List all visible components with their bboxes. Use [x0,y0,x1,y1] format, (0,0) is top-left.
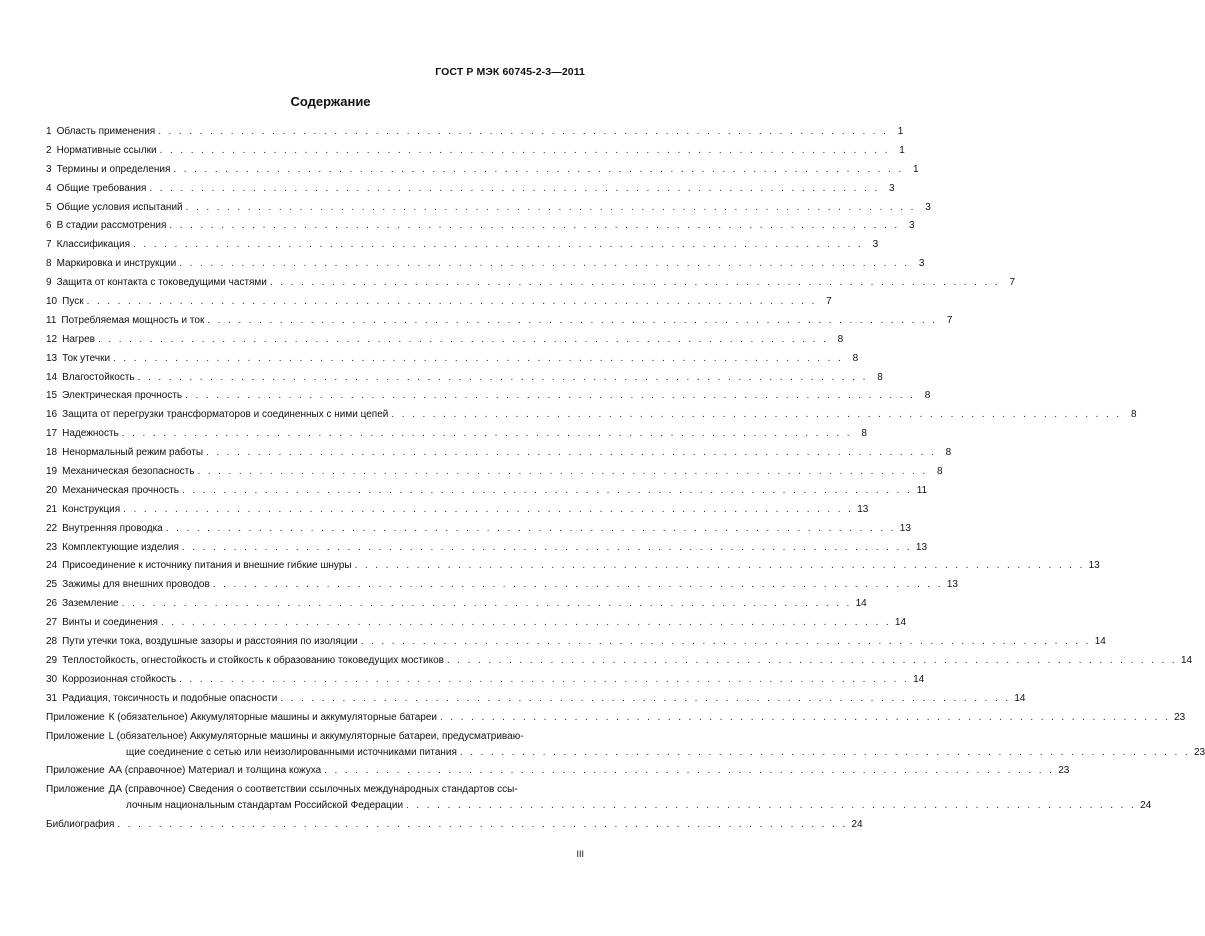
toc-entry-title: Потребляемая мощность и ток [61,314,205,326]
toc-entry-page: 8 [852,352,859,364]
toc-entry-title: Защита от перегрузки трансформаторов и соединенных с ними цепей [62,409,389,421]
toc-entry [46,296,832,308]
toc-entry [46,503,869,516]
annex-l-entry [46,730,1205,759]
toc-entry [46,371,883,384]
toc-entry-page: 14 [1180,654,1193,666]
toc-entry-title: Заземление [62,598,119,610]
toc-entry-number: 11 [46,314,57,326]
toc-entry [46,314,953,327]
toc-entry-title: Винты и соединения [62,617,158,629]
toc-entry-page: 13 [1088,560,1100,572]
toc-entry [46,352,859,365]
dot-leader: . . . . . . . . . . . . . . . . . . . . . . . . . . . . . . . . . . . . . . . . . . . . . . . . . . . . . . . . . . . . . . . . . . . . . . . [185,201,916,213]
toc-entry-page: 1 [897,126,904,137]
page-title: Содержание [290,94,371,109]
toc-entry [46,466,943,478]
toc-entry-page: 8 [945,447,952,459]
dot-leader: . . . . . . . . . . . . . . . . . . . . . . . . . . . . . . . . . . . . . . . . . . . . . . . . . . . . . . . . . . . . . . . . . . . . . . . [446,654,1178,666]
toc-entry-number: 5 [46,201,52,213]
toc-entry-page: 8 [1130,409,1137,421]
toc-entry-number: 25 [46,579,58,591]
toc-entry-number: 20 [46,484,58,496]
toc-entry-page: 13 [857,503,869,515]
dot-leader: . . . . . . . . . . . . . . . . . . . . . . . . . . . . . . . . . . . . . . . . . . . . . . . . . . . . . . . . . . . . . . . . . . . . . . . [179,258,910,270]
annex-prefix: Приложение [46,784,105,796]
toc-entry-number: 14 [46,371,58,383]
toc-entry [46,617,907,629]
toc-entry-page: 13 [946,579,958,591]
toc-entry-number: 18 [46,447,58,459]
toc-entry-page: 1 [913,163,919,175]
toc-entry [46,182,895,195]
toc-entry [46,579,958,591]
toc-entry [46,673,925,686]
toc-entry [46,428,867,440]
annex-page: 23 [1193,746,1205,758]
dot-leader: . . . . . . . . . . . . . . . . . . . . . . . . . . . . . . . . . . . . . . . . . . . . . . . . . . . . . . . . . . . . . . . . . . . . . . . [179,673,910,685]
dot-leader: . . . . . . . . . . . . . . . . . . . . . . . . . . . . . . . . . . . . . . . . . . . . . . . . . . . . . . . . . . . . . . . . . . . . . . . [113,352,844,364]
annex-aa-entry [46,765,1070,777]
dot-leader: . . . . . . . . . . . . . . . . . . . . . . . . . . . . . . . . . . . . . . . . . . . . . . . . . . . . . . . . . . . . . . . . . . . . . . . [440,711,1171,723]
bibliography-entry [46,819,863,831]
annex-da-entry [46,784,1152,812]
toc-entry-page: 3 [872,239,879,251]
dot-leader: . . . . . . . . . . . . . . . . . . . . . . . . . . . . . . . . . . . . . . . . . . . . . . . . . . . . . . . . . . . . . . . . . . . . . . . [406,800,1137,812]
toc-entry-page: 3 [888,182,895,194]
toc-entry-page: 13 [899,522,911,534]
toc-entry-title: Присоединение к источнику питания и внешние гибкие шнуры [62,560,352,572]
dot-leader: . . . . . . . . . . . . . . . . . . . . . . . . . . . . . . . . . . . . . . . . . . . . . . . . . . . . . . . . . . . . . . . . . . . . . . . [354,560,1085,572]
toc-entry-number: 27 [46,617,58,629]
annex-k-entry [46,711,1186,724]
annex-prefix: Приложение [46,730,105,742]
toc-entry [46,144,905,157]
dot-leader: . . . . . . . . . . . . . . . . . . . . . . . . . . . . . . . . . . . . . . . . . . . . . . . . . . . . . . . . . . . . . . . . . . . . . . . [206,447,937,459]
toc-entry-number: 2 [46,144,52,156]
annex-prefix: Приложение [46,711,105,723]
dot-leader: . . . . . . . . . . . . . . . . . . . . . . . . . . . . . . . . . . . . . . . . . . . . . . . . . . . . . . . . . . . . . . . . . . . . . . . [185,390,916,402]
toc-entry [46,522,911,535]
toc-entry [46,163,919,176]
annex-title-line-2: лочным национальным стандартам Российской Федерации [126,800,404,812]
toc-entry-number: 31 [46,692,58,704]
toc-entry-number: 4 [46,182,52,194]
dot-leader: . . . . . . . . . . . . . . . . . . . . . . . . . . . . . . . . . . . . . . . . . . . . . . . . . . . . . . . . . . . . . . . . . . . . . . . [173,163,904,175]
toc-entry-number: 15 [46,390,58,402]
dot-leader: . . . . . . . . . . . . . . . . . . . . . . . . . . . . . . . . . . . . . . . . . . . . . . . . . . . . . . . . . . . . . . . . . . . . . . . [133,239,864,251]
toc-entry [46,541,928,554]
toc-entry-page: 7 [1009,277,1016,289]
toc-entry [46,239,879,251]
dot-leader: . . . . . . . . . . . . . . . . . . . . . . . . . . . . . . . . . . . . . . . . . . . . . . . . . . . . . . . . . . . . . . . . . . . . . . . [360,636,1091,648]
toc-entry-title: Теплостойкость, огнестойкость и стойкость к образованию токоведущих мостиков [62,654,444,666]
toc-entry-title: Зажимы для внешних проводов [62,579,210,591]
annex-page: 24 [1140,800,1152,812]
standard-designation: ГОСТ Р МЭК 60745-2-3—2011 [435,66,585,78]
toc-entry-page: 3 [918,258,925,270]
toc-entry-number: 28 [46,636,58,648]
toc-entry-number: 12 [46,333,58,345]
toc-entry-number: 19 [46,466,58,478]
toc-entry-number: 23 [46,541,58,553]
toc-entry [46,277,1016,289]
toc-entry-number: 17 [46,428,58,440]
toc-entry-number: 22 [46,522,58,534]
toc-entry-page: 13 [915,541,928,553]
toc-entry-number: 30 [46,673,58,685]
dot-leader: . . . . . . . . . . . . . . . . . . . . . . . . . . . . . . . . . . . . . . . . . . . . . . . . . . . . . . . . . . . . . . . . . . . . . . . [459,746,1191,758]
dot-leader: . . . . . . . . . . . . . . . . . . . . . . . . . . . . . . . . . . . . . . . . . . . . . . . . . . . . . . . . . . . . . . . . . . . . . . . [207,314,938,326]
bibliography-page: 24 [851,819,863,831]
dot-leader: . . . . . . . . . . . . . . . . . . . . . . . . . . . . . . . . . . . . . . . . . . . . . . . . . . . . . . . . . . . . . . . . . . . . . . . [391,409,1122,421]
toc-entry-title: Защита от контакта с токоведущими частями [56,277,267,289]
toc-entry-page: 8 [861,428,867,440]
toc-entry-number: 16 [46,409,58,421]
dot-leader: . . . . . . . . . . . . . . . . . . . . . . . . . . . . . . . . . . . . . . . . . . . . . . . . . . . . . . . . . . . . . . . . . . . . . . . [121,428,852,440]
toc-entry-title: Нормативные ссылки [56,144,157,156]
toc-entry [46,692,1026,705]
toc-entry-title: Механическая безопасность [62,466,195,478]
dot-leader: . . . . . . . . . . . . . . . . . . . . . . . . . . . . . . . . . . . . . . . . . . . . . . . . . . . . . . . . . . . . . . . . . . . . . . . [160,617,892,629]
bibliography-title: Библиография [46,819,115,831]
toc-entry-title: Внутренняя проводка [62,522,163,534]
toc-entry-title: Ток утечки [62,352,111,364]
toc-entry [46,598,867,610]
annex-page: 23 [1058,765,1070,777]
toc-entry-number: 1 [46,126,52,137]
toc-entry-page: 14 [1014,692,1026,704]
toc-entry-number: 21 [46,503,58,515]
annex-page: 23 [1174,711,1186,723]
toc-entry-page: 8 [837,333,844,345]
dot-leader: . . . . . . . . . . . . . . . . . . . . . . . . . . . . . . . . . . . . . . . . . . . . . . . . . . . . . . . . . . . . . . . . . . . . . . . [158,126,889,137]
dot-leader: . . . . . . . . . . . . . . . . . . . . . . . . . . . . . . . . . . . . . . . . . . . . . . . . . . . . . . . . . . . . . . . . . . . . . . . [280,692,1011,704]
toc-entry-number: 24 [46,560,58,572]
toc-entry-title: Электрическая прочность [62,390,183,402]
toc-entry [46,201,931,214]
toc-entry-number: 3 [46,163,52,175]
dot-leader: . . . . . . . . . . . . . . . . . . . . . . . . . . . . . . . . . . . . . . . . . . . . . . . . . . . . . . . . . . . . . . . . . . . . . . . [121,598,852,610]
toc-entry-number: 10 [46,296,58,308]
annex-title-line-2: щие соединение с сетью или неизолированными источниками питания [126,746,457,758]
dot-leader: . . . . . . . . . . . . . . . . . . . . . . . . . . . . . . . . . . . . . . . . . . . . . . . . . . . . . . . . . . . . . . . . . . . . . . . [324,765,1055,777]
toc-entry-page: 7 [946,314,953,326]
dot-leader: . . . . . . . . . . . . . . . . . . . . . . . . . . . . . . . . . . . . . . . . . . . . . . . . . . . . . . . . . . . . . . . . . . . . . . . [169,220,900,232]
annex-title: АА (справочное) Материал и толщина кожуха [108,765,322,777]
toc-entry-title: Пуск [62,296,84,308]
toc-entry [46,333,844,346]
toc-entry-page: 3 [925,201,931,213]
toc-entry [46,409,1137,421]
toc-entry-title: Механическая прочность [62,484,179,496]
dot-leader: . . . . . . . . . . . . . . . . . . . . . . . . . . . . . . . . . . . . . . . . . . . . . . . . . . . . . . . . . . . . . . . . . . . . . . . [86,296,817,308]
toc-entry-number: 7 [46,239,52,251]
annex-title-line-1: L (обязательное) Аккумуляторные машины и аккумуляторные батареи, предусматриваю- [108,730,524,742]
toc-entry-number: 13 [46,352,58,364]
toc-entry-page: 8 [924,390,931,402]
dot-leader: . . . . . . . . . . . . . . . . . . . . . . . . . . . . . . . . . . . . . . . . . . . . . . . . . . . . . . . . . . . . . . . . . . . . . . . [123,503,854,515]
dot-leader: . . . . . . . . . . . . . . . . . . . . . . . . . . . . . . . . . . . . . . . . . . . . . . . . . . . . . . . . . . . . . . . . . . . . . . . [149,182,880,194]
table-of-contents [46,126,1205,838]
toc-entry-page: 14 [913,673,925,685]
dot-leader: . . . . . . . . . . . . . . . . . . . . . . . . . . . . . . . . . . . . . . . . . . . . . . . . . . . . . . . . . . . . . . . . . . . . . . . [98,333,829,345]
toc-entry-page: 7 [826,296,832,308]
toc-entry-title: Общие требования [56,182,147,194]
toc-entry-page: 8 [937,466,943,478]
toc-entry-title: Радиация, токсичность и подобные опасности [62,692,278,704]
toc-entry-number: 6 [46,220,52,232]
toc-entry-page: 14 [855,598,867,610]
toc-entry-title: Классификация [56,239,131,251]
toc-entry-number: 29 [46,654,58,666]
dot-leader: . . . . . . . . . . . . . . . . . . . . . . . . . . . . . . . . . . . . . . . . . . . . . . . . . . . . . . . . . . . . . . . . . . . . . . . [165,522,896,534]
toc-entry-page: 1 [899,144,905,156]
dot-leader: . . . . . . . . . . . . . . . . . . . . . . . . . . . . . . . . . . . . . . . . . . . . . . . . . . . . . . . . . . . . . . . . . . . . . . . [197,466,928,478]
dot-leader: . . . . . . . . . . . . . . . . . . . . . . . . . . . . . . . . . . . . . . . . . . . . . . . . . . . . . . . . . . . . . . . . . . . . . . . [181,541,913,553]
toc-entry-title: Пути утечки тока, воздушные зазоры и расстояния по изоляции [62,636,358,648]
toc-entry-title: Комплектующие изделия [62,541,179,553]
toc-entry-title: Влагостойкость [62,371,135,383]
toc-entry-page: 3 [909,220,915,232]
toc-entry-title: Ненормальный режим работы [62,447,204,459]
dot-leader: . . . . . . . . . . . . . . . . . . . . . . . . . . . . . . . . . . . . . . . . . . . . . . . . . . . . . . . . . . . . . . . . . . . . . . . [159,144,890,156]
toc-entry [46,560,1100,572]
annex-prefix: Приложение [46,765,105,777]
toc-entry-page: 14 [1094,636,1106,648]
toc-entry [46,447,952,459]
dot-leader: . . . . . . . . . . . . . . . . . . . . . . . . . . . . . . . . . . . . . . . . . . . . . . . . . . . . . . . . . . . . . . . . . . . . . . . [212,579,943,591]
toc-entry-number: 8 [46,258,52,270]
toc-entry-page: 11 [916,484,928,496]
toc-entry-number: 26 [46,598,58,610]
toc-entry-title: Область применения [56,126,156,137]
toc-entry-title: Надежность [62,428,119,440]
toc-entry-title: Конструкция [62,503,121,515]
toc-entry [46,258,925,270]
toc-entry [46,126,904,138]
toc-entry-title: Общие условия испытаний [56,201,183,213]
toc-entry [46,390,931,402]
toc-entry [46,654,1193,667]
toc-entry-title: Термины и определения [56,163,171,175]
toc-entry-number: 9 [46,277,52,289]
dot-leader: . . . . . . . . . . . . . . . . . . . . . . . . . . . . . . . . . . . . . . . . . . . . . . . . . . . . . . . . . . . . . . . . . . . . . . . [137,371,868,383]
toc-entry [46,484,928,497]
page-number: III [576,849,584,859]
dot-leader: . . . . . . . . . . . . . . . . . . . . . . . . . . . . . . . . . . . . . . . . . . . . . . . . . . . . . . . . . . . . . . . . . . . . . . . [117,819,848,831]
toc-entry-page: 14 [894,617,907,629]
annex-title-line-1: ДА (справочное) Сведения о соответствии ссылочных международных стандартов ссы- [108,784,518,796]
toc-entry-title: Маркировка и инструкции [56,258,177,270]
dot-leader: . . . . . . . . . . . . . . . . . . . . . . . . . . . . . . . . . . . . . . . . . . . . . . . . . . . . . . . . . . . . . . . . . . . . . . . [269,277,1001,289]
toc-entry-page: 8 [877,371,883,383]
dot-leader: . . . . . . . . . . . . . . . . . . . . . . . . . . . . . . . . . . . . . . . . . . . . . . . . . . . . . . . . . . . . . . . . . . . . . . . [182,484,913,496]
toc-entry-title: Коррозионная стойкость [62,673,177,685]
annex-title: К (обязательное) Аккумуляторные машины и аккумуляторные батареи [108,711,438,723]
toc-entry [46,220,915,232]
toc-entry-title: В стадии рассмотрения [56,220,167,232]
toc-entry-title: Нагрев [62,333,95,345]
toc-entry [46,636,1106,648]
